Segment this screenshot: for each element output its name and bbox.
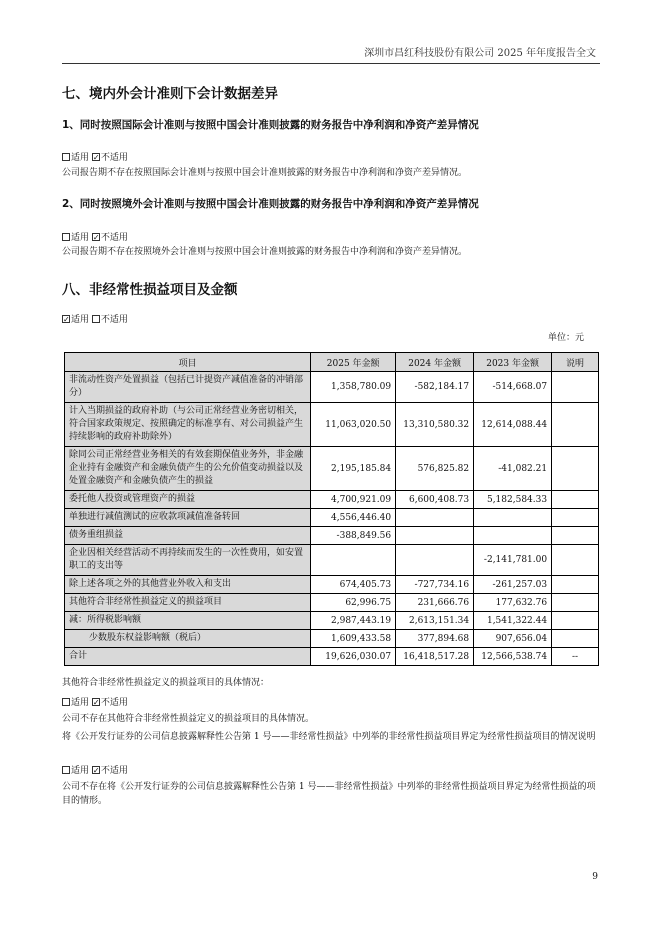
amount-2024-cell (396, 545, 474, 576)
table-row (65, 447, 599, 491)
section7-sub2-heading: 2、同时按照境外会计准则与按照中国会计准则披露的财务报告中净利润和净资产差异情况 (62, 198, 479, 210)
note-cell (552, 545, 599, 576)
note-cell (552, 630, 599, 648)
amount-2025-cell: 2,195,185.84 (311, 447, 396, 491)
section8-apply-checkbox[interactable] (62, 315, 70, 323)
other-items-not-apply-checkbox[interactable] (92, 698, 100, 706)
reclass-apply-label: 适用 (71, 766, 90, 776)
reclass-label: 将《公开发行证券的公司信息披露解释性公告第 1 号——非经常性损益》中列举的非经常性损益项目界定为经常性损益项目的情况说明 (62, 732, 596, 742)
reclass-apply-checkbox[interactable] (62, 766, 70, 774)
other-items-label: 其他符合非经常性损益定义的损益项目的具体情况： (62, 678, 270, 688)
section8-heading: 八、非经常性损益项目及金额 (62, 282, 238, 298)
amount-2024-cell: 13,310,580.32 (396, 403, 474, 447)
item-cell: 其他符合非经常性损益定义的损益项目 (65, 594, 311, 612)
item-cell: 除上述各项之外的其他营业外收入和支出 (65, 576, 311, 594)
sub2-not-apply-label: 不适用 (100, 233, 128, 243)
amount-2023-cell: 5,182,584.33 (474, 491, 552, 509)
sub2-apply-label: 适用 (71, 233, 90, 243)
note-cell: -- (552, 648, 599, 666)
table-header-row (65, 353, 599, 372)
table-row (65, 630, 599, 648)
note-cell (552, 612, 599, 630)
amount-2024-cell: 2,613,151.34 (396, 612, 474, 630)
table-row (65, 491, 599, 509)
amount-2023-cell: 907,656.04 (474, 630, 552, 648)
amount-2025-cell: 11,063,020.50 (311, 403, 396, 447)
amount-2025-cell: 1,609,433.58 (311, 630, 396, 648)
item-cell: 除同公司正常经营业务相关的有效套期保值业务外，非金融企业持有金融资产和金融负债产生的公允价值变动损益以及处置金融资产和金融负债产生的损益 (65, 447, 311, 491)
amount-2023-cell: 12,614,088.44 (474, 403, 552, 447)
non-recurring-gains-table (64, 352, 599, 666)
note-cell (552, 403, 599, 447)
reclass-options (62, 763, 600, 776)
unit-label: 单位：元 (547, 333, 584, 343)
amount-2024-cell: -582,184.17 (396, 372, 474, 403)
item-cell: 减：所得税影响额 (65, 612, 311, 630)
amount-2023-cell: 12,566,538.74 (474, 648, 552, 666)
amount-2023-cell: -2,141,781.00 (474, 545, 552, 576)
header-2024: 2024 年金额 (396, 353, 474, 372)
reclass-text: 公司不存在将《公开发行证券的公司信息披露解释性公告第 1 号——非经常性损益》中列举的非经常性损益项目界定为经常性损益的项目的情形。 (62, 782, 596, 806)
amount-2025-cell: 2,987,443.19 (311, 612, 396, 630)
table-row (65, 545, 599, 576)
table-row (65, 372, 599, 403)
sub1-options (62, 150, 600, 163)
other-items-text: 公司不存在其他符合非经常性损益定义的损益项目的具体情况。 (62, 714, 315, 724)
amount-2025-cell (311, 545, 396, 576)
sub1-apply-label: 适用 (71, 153, 90, 163)
item-cell: 企业因相关经营活动不再持续而发生的一次性费用，如安置职工的支出等 (65, 545, 311, 576)
item-cell: 少数股东权益影响额（税后） (65, 630, 311, 648)
sub2-not-apply-checkbox[interactable] (92, 233, 100, 241)
header-note: 说明 (552, 353, 599, 372)
page-number: 9 (592, 872, 598, 882)
other-items-apply-checkbox[interactable] (62, 698, 70, 706)
amount-2023-cell: -514,668.07 (474, 372, 552, 403)
item-cell: 非流动性资产处置损益（包括已计提资产减值准备的冲销部分） (65, 372, 311, 403)
section8-options (62, 312, 600, 325)
amount-2024-cell (396, 509, 474, 527)
sub2-apply-checkbox[interactable] (62, 233, 70, 241)
report-header: 深圳市昌红科技股份有限公司 2025 年年度报告全文 (364, 48, 596, 59)
table-row (65, 527, 599, 545)
amount-2023-cell (474, 509, 552, 527)
section8-not-apply-label: 不适用 (100, 315, 128, 325)
other-items-options (62, 695, 600, 708)
amount-2023-cell: -41,082.21 (474, 447, 552, 491)
header-divider (62, 63, 600, 64)
table-row (65, 594, 599, 612)
amount-2024-cell: 16,418,517.28 (396, 648, 474, 666)
reclass-not-apply-checkbox[interactable] (92, 766, 100, 774)
header-item: 项目 (65, 353, 311, 372)
sub1-apply-checkbox[interactable] (62, 153, 70, 161)
amount-2024-cell (396, 527, 474, 545)
reclass-not-apply-label: 不适用 (100, 766, 128, 776)
amount-2024-cell: 6,600,408.73 (396, 491, 474, 509)
section7-heading: 七、境内外会计准则下会计数据差异 (62, 86, 278, 102)
table-row (65, 576, 599, 594)
note-cell (552, 576, 599, 594)
table-row (65, 509, 599, 527)
item-cell: 计入当期损益的政府补助（与公司正常经营业务密切相关，符合国家政策规定、按照确定的标准享有、对公司损益产生持续影响的政府补助除外） (65, 403, 311, 447)
amount-2024-cell: 231,666.76 (396, 594, 474, 612)
amount-2025-cell: -388,849.56 (311, 527, 396, 545)
sub1-text: 公司报告期不存在按照国际会计准则与按照中国会计准则披露的财务报告中净利润和净资产差异情况。 (62, 168, 468, 178)
amount-2025-cell: 62,996.75 (311, 594, 396, 612)
sub1-not-apply-label: 不适用 (100, 153, 128, 163)
amount-2025-cell: 19,626,030.07 (311, 648, 396, 666)
amount-2025-cell: 1,358,780.09 (311, 372, 396, 403)
note-cell (552, 527, 599, 545)
other-items-not-apply-label: 不适用 (100, 698, 128, 708)
sub1-not-apply-checkbox[interactable] (92, 153, 100, 161)
item-cell: 委托他人投资或管理资产的损益 (65, 491, 311, 509)
amount-2025-cell: 4,556,446.40 (311, 509, 396, 527)
other-items-apply-label: 适用 (71, 698, 90, 708)
section8-apply-label: 适用 (71, 315, 90, 325)
sub2-text: 公司报告期不存在按照境外会计准则与按照中国会计准则披露的财务报告中净利润和净资产差异情况。 (62, 247, 468, 257)
sub2-options (62, 230, 600, 243)
note-cell (552, 372, 599, 403)
note-cell (552, 447, 599, 491)
header-2025: 2025 年金额 (311, 353, 396, 372)
amount-2024-cell: 576,825.82 (396, 447, 474, 491)
item-cell: 单独进行减值测试的应收款项减值准备转回 (65, 509, 311, 527)
amount-2023-cell: 1,541,322.44 (474, 612, 552, 630)
amount-2023-cell: 177,632.76 (474, 594, 552, 612)
amount-2023-cell: -261,257.03 (474, 576, 552, 594)
table-row (65, 612, 599, 630)
table-row (65, 403, 599, 447)
note-cell (552, 509, 599, 527)
header-2023: 2023 年金额 (474, 353, 552, 372)
item-cell: 债务重组损益 (65, 527, 311, 545)
item-cell: 合计 (65, 648, 311, 666)
amount-2025-cell: 674,405.73 (311, 576, 396, 594)
section7-sub1-heading: 1、同时按照国际会计准则与按照中国会计准则披露的财务报告中净利润和净资产差异情况 (62, 119, 479, 131)
amount-2024-cell: 377,894.68 (396, 630, 474, 648)
section8-not-apply-checkbox[interactable] (92, 315, 100, 323)
table-row (65, 648, 599, 666)
amount-2025-cell: 4,700,921.09 (311, 491, 396, 509)
amount-2024-cell: -727,734.16 (396, 576, 474, 594)
note-cell (552, 491, 599, 509)
amount-2023-cell (474, 527, 552, 545)
note-cell (552, 594, 599, 612)
